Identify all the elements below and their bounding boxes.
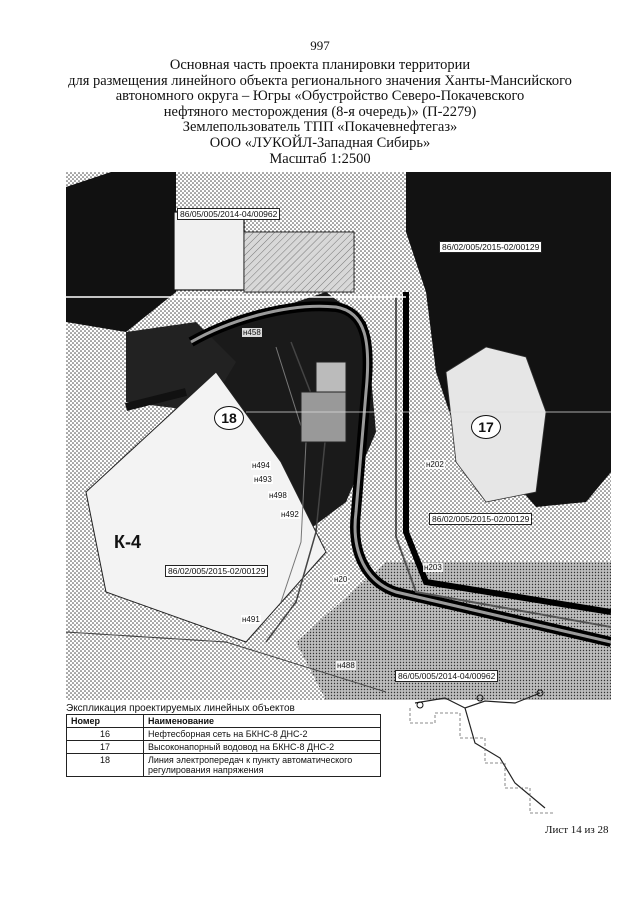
cadastral-label: 86/02/005/2015-02/00129 — [429, 513, 532, 525]
zone-label: К-4 — [114, 532, 141, 552]
legend-number: 18 — [67, 754, 144, 777]
legend-row — [67, 741, 381, 754]
node-label: н202 — [426, 460, 444, 469]
node-label: н493 — [254, 475, 272, 484]
legend-number: 17 — [67, 741, 144, 754]
node-label: н494 — [252, 461, 270, 470]
node-label: н20 — [334, 575, 348, 584]
cadastral-label: 86/05/005/2014-04/00962 — [395, 670, 498, 682]
title-line: нефтяного месторождения (8-я очередь)» (П-2279) — [163, 103, 477, 120]
title-line: Землепользователь ТПП «Покачевнефтегаз» — [182, 119, 458, 136]
node-label: н491 — [242, 615, 260, 624]
node-label: н458 — [243, 328, 261, 337]
hatched-parcel — [244, 232, 354, 292]
legend-row — [67, 754, 381, 777]
structure — [316, 362, 346, 392]
structure — [301, 392, 346, 442]
legend-name: Нефтесборная сеть на БКНС-8 ДНС-2 — [144, 728, 381, 741]
object-number-marker: 17 — [471, 415, 501, 439]
node-label: н488 — [337, 661, 355, 670]
cadastral-label: 86/05/005/2014-04/00962 — [177, 208, 280, 220]
node-label: н492 — [281, 510, 299, 519]
legend-table — [66, 714, 381, 777]
cadastral-label: 86/02/005/2015-02/00129 — [165, 565, 268, 577]
legend-row — [67, 728, 381, 741]
cadastral-label: 86/02/005/2015-02/00129 — [439, 241, 542, 253]
document-title — [40, 58, 600, 167]
node-label: н498 — [269, 491, 287, 500]
legend-header-row — [67, 715, 381, 728]
title-line: автономного округа – Югры «Обустройство Северо-Покачевского — [115, 88, 525, 105]
title-line: для размещения линейного объекта регионального значения Ханты-Мансийского — [68, 72, 572, 89]
legend-number: 16 — [67, 728, 144, 741]
legend-name: Высоконапорный водовод на БКНС-8 ДНС-2 — [144, 741, 381, 754]
node-label: н203 — [424, 563, 442, 572]
overview-map — [405, 683, 565, 823]
legend-title: Экспликация проектируемых линейных объектов — [66, 703, 295, 714]
page-number: 997 — [310, 38, 330, 53]
legend-header-number: Номер — [67, 715, 144, 728]
scale-line: Масштаб 1:2500 — [269, 150, 371, 167]
title-line: ООО «ЛУКОЙЛ-Западная Сибирь» — [209, 134, 431, 151]
legend-name: Линия электропередач к пункту автоматического регулирования напряжения — [144, 754, 381, 777]
object-number-marker: 18 — [214, 406, 244, 430]
sheet-number: Лист 14 из 28 — [545, 824, 609, 836]
legend-header-name: Наименование — [144, 715, 381, 728]
title-line: Основная часть проекта планировки территории — [169, 57, 471, 73]
building-parcel — [174, 212, 244, 290]
